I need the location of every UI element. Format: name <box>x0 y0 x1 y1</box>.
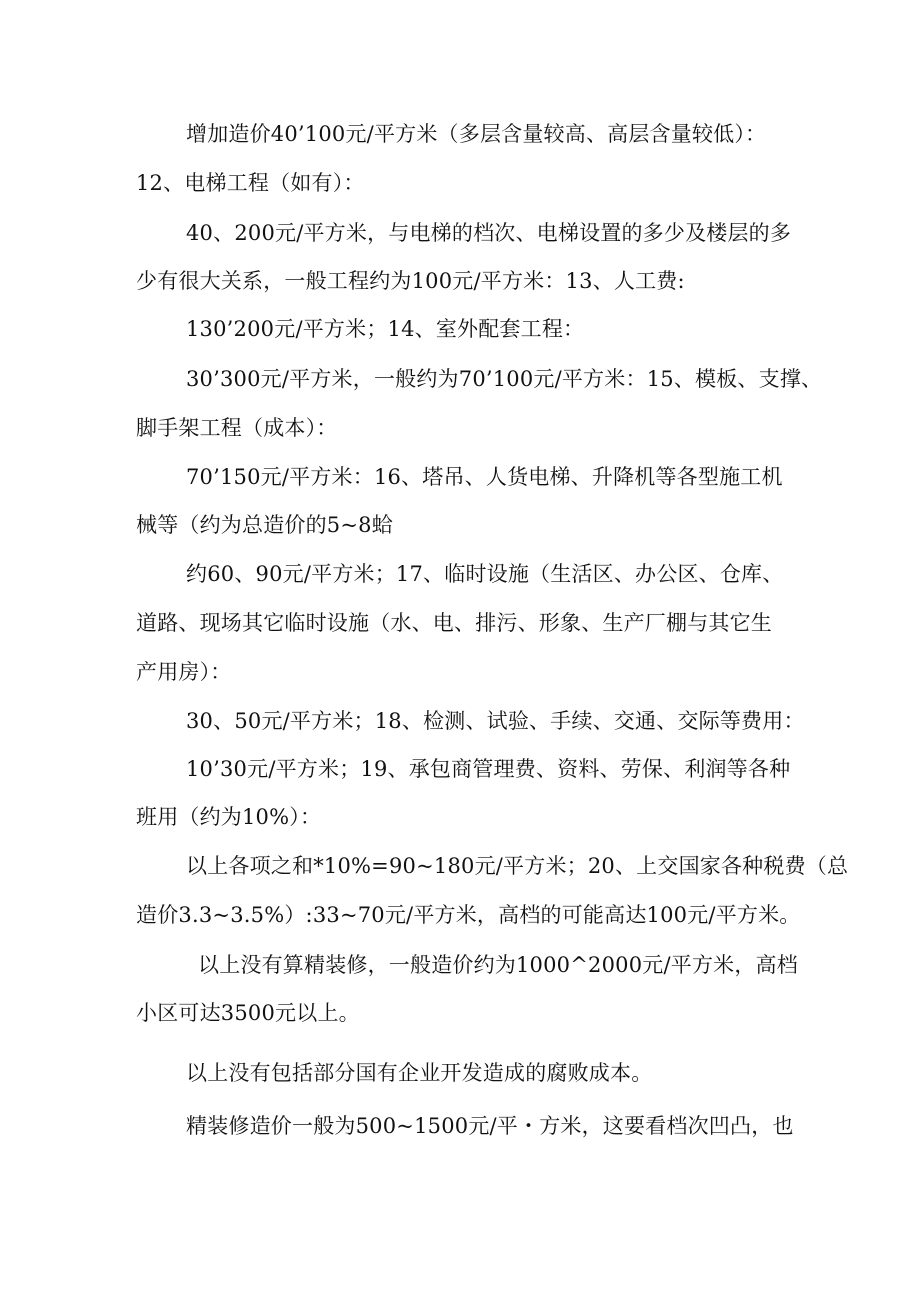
text-line: 以上各项之和*10%=90~180元/平方米；20、上交国家各种税费（总 <box>186 854 849 878</box>
text-line: 道路、现场其它临时设施（水、电、排污、形象、生产厂棚与其它生 <box>136 611 772 635</box>
text-line: 30’300元/平方米，一般约为70’100元/平方米：15、模板、支撑、 <box>186 367 823 391</box>
text-line: 械等（约为总造价的5~8蛤 <box>136 513 393 537</box>
text-line: 少有很大关系，一般工程约为100元/平方米：13、人工费: <box>136 269 685 293</box>
text-line: 40、200元/平方米，与电梯的档次、电梯设置的多少及楼层的多 <box>186 221 792 245</box>
text-line: 约60、90元/平方米；17、临时设施（生活区、办公区、仓库、 <box>186 562 784 586</box>
text-line: 造价3.3~3.5%）:33~70元/平方米，高档的可能高达100元/平方米。 <box>136 903 801 927</box>
text-line: 以上没有算精装修，一般造价约为1000^2000元/平方米，高档 <box>198 953 798 977</box>
text-line: 班用（约为10%）： <box>136 805 322 829</box>
text-line: 30、50元/平方米；18、检测、试验、手续、交通、交际等费用： <box>186 709 805 733</box>
text-line: 12、电梯工程（如有）： <box>136 171 365 195</box>
text-line: 70’150元/平方米：16、塔吊、人货电梯、升降机等各型施工机 <box>186 465 783 489</box>
text-line: 精装修造价一般为500~1500元/平・方米，这要看档次凹凸，也 <box>186 1114 794 1138</box>
text-line: 小区可达3500元以上。 <box>136 1001 360 1025</box>
text-line: 以上没有包括部分国有企业开发造成的腐败成本。 <box>186 1061 653 1085</box>
text-line: 产用房）： <box>136 660 232 684</box>
text-line: 增加造价40’100元/平方米（多层含量较高、高层含量较低）： <box>186 122 767 146</box>
text-line: 脚手架工程（成本）： <box>136 416 338 440</box>
text-line: 130’200元/平方米；14、室外配套工程： <box>186 317 585 341</box>
text-line: 10’30元/平方米；19、承包商管理费、资料、劳保、利润等各种 <box>186 757 791 781</box>
